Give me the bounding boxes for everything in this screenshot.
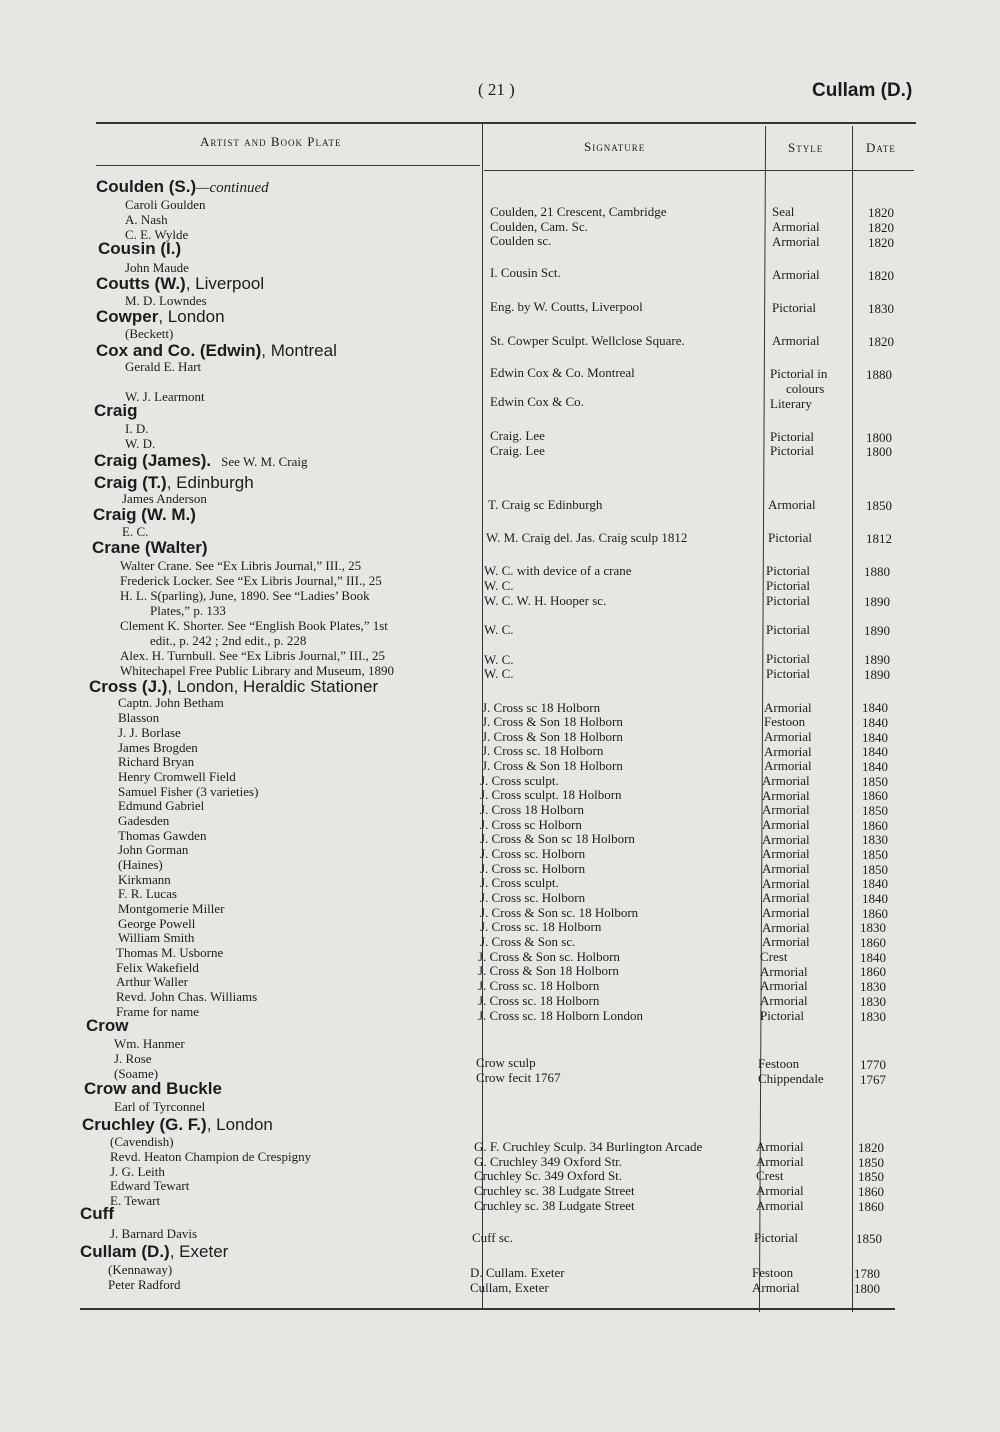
signature-cell: J. Cross sc Holborn [480,817,582,832]
artist-heading [94,402,137,420]
style-cell: Armorial [762,788,810,803]
signature-cell: Eng. by W. Coutts, Liverpool [490,299,643,314]
artist-name: Cuff [80,1204,114,1223]
signature-cell: J. Cross sc. Holborn [480,846,586,861]
table-bottom-rule [80,1308,895,1310]
date-cell: 1820 [868,334,894,349]
artist-heading [96,308,225,326]
date-cell: 1850 [858,1155,884,1170]
book-plate-owner: Thomas Gawden [118,828,207,843]
date-cell: 1767 [860,1072,886,1087]
book-plate-owner: (Cavendish) [110,1134,174,1149]
book-plate-owner: M. D. Lowndes [125,293,207,308]
signature-cell: J. Cross & Son sc. Holborn [478,949,620,964]
style-cell: Armorial [762,920,810,935]
style-cell: Pictorial [766,622,811,637]
style-cell: Pictorial [754,1230,799,1245]
style-cell: Armorial [764,700,812,715]
book-plate-owner: Samuel Fisher (3 varieties) [118,784,259,799]
book-plate-owner: John Gorman [118,842,189,857]
style-cell: Crest [756,1168,784,1183]
date-cell: 1812 [866,531,892,546]
date-cell: 1860 [860,935,886,950]
date-cell: 1850 [858,1169,884,1184]
table-top-rule [96,122,916,124]
signature-cell: J. Cross sc. 18 Holborn [478,978,600,993]
signature-cell: Craig. Lee [490,443,545,458]
artist-name: Cowper [96,307,159,326]
date-cell: 1890 [864,623,890,638]
book-plate-owner: William Smith [118,930,195,945]
signature-cell: Crow fecit 1767 [476,1070,561,1085]
book-plate-owner: Kirkmann [118,872,171,887]
style-cell: Pictorial [770,443,815,458]
signature-cell: J. Cross sculpt. 18 Holborn [480,787,622,802]
signature-cell: Coulden, 21 Crescent, Cambridge [490,204,667,219]
signature-cell: W. C. W. H. Hooper sc. [484,593,607,608]
artist-heading [96,178,269,197]
book-plate-owner: J. J. Borlase [118,725,181,740]
book-plate-owner: Gerald E. Hart [125,359,202,374]
book-plate-owner: (Beckett) [125,326,174,341]
style-cell: Armorial [760,964,808,979]
artist-name: Crow and Buckle [84,1079,222,1098]
artist-name: Cullam (D.) [80,1242,170,1261]
signature-cell: J. Cross sc. 18 Holborn London [478,1008,644,1023]
style-cell: Armorial [772,267,820,282]
style-cell: Festoon [764,714,806,729]
signature-cell: J. Cross sc 18 Holborn [482,700,601,715]
artist-suffix: , London, Heraldic Stationer [167,677,379,696]
book-plate-owner: Blasson [118,710,160,725]
artist-heading [98,240,181,258]
signature-cell: J. Cross & Son sc 18 Holborn [480,831,635,846]
book-plate-owner: Whitechapel Free Public Library and Museum, 1890 [120,663,395,678]
signature-cell: W. C. [484,666,514,681]
style-cell: Pictorial [768,530,813,545]
artist-suffix: , London [158,307,225,326]
style-cell: Armorial [762,817,810,832]
style-cell: Pictorial [766,593,811,608]
column-header-artist: Artist and Book Plate [200,134,342,149]
book-plate-owner: Alex. H. Turnbull. See “Ex Libris Journal,” III., 25 [120,648,386,663]
book-plate-owner: Thomas M. Usborne [116,945,224,960]
style-cell: Armorial [772,234,820,249]
signature-cell: Cullam, Exeter [470,1280,549,1295]
style-cell: Pictorial [770,429,815,444]
signature-cell: W. C. [484,578,514,593]
date-cell: 1780 [854,1266,880,1281]
artist-heading [82,1116,273,1134]
date-cell: 1770 [860,1057,886,1072]
artist-heading [94,452,307,471]
style-cell: Armorial [764,758,812,773]
style-cell: Armorial [752,1280,800,1295]
style-cell: Armorial [762,802,810,817]
date-cell: 1890 [864,652,890,667]
date-cell: 1840 [862,715,888,730]
book-plate-owner: Edmund Gabriel [118,798,205,813]
date-cell: 1820 [868,205,894,220]
artist-name: Crane (Walter) [92,538,208,557]
date-cell: 1800 [854,1281,880,1296]
date-cell: 1830 [868,301,894,316]
artist-heading [96,275,264,293]
signature-cell: J. Cross sculpt. [480,875,559,890]
date-cell: 1860 [862,818,888,833]
style-cell: Armorial [772,219,820,234]
artist-name: Crow [86,1016,129,1035]
signature-cell: W. C. with device of a crane [484,563,632,578]
signature-cell: J. Cross sc. 18 Holborn [480,919,602,934]
book-plate-owner: James Anderson [122,491,207,506]
style-cell: Armorial [756,1139,804,1154]
signature-cell: Edwin Cox & Co. [490,394,584,409]
book-plate-owner: W. J. Learmont [125,389,205,404]
book-plate-owner: Revd. John Chas. Williams [116,989,258,1004]
signature-cell: Crow sculp [476,1055,536,1070]
signature-cell: J. Cross & Son sc. 18 Holborn [480,905,639,920]
date-cell: 1850 [862,803,888,818]
style-cell: Festoon [758,1056,800,1071]
book-plate-owner: (Haines) [118,857,163,872]
style-cell: Armorial [756,1154,804,1169]
date-cell: 1840 [862,744,888,759]
artist-name: Cross (J.) [89,677,168,696]
artist-name: Coulden (S.) [96,177,197,196]
book-plate-owner: Richard Bryan [118,754,195,769]
column-header-date: Date [866,140,896,155]
artist-suffix: —continued [196,180,269,196]
date-cell: 1850 [866,498,892,513]
date-cell: 1860 [858,1184,884,1199]
book-plate-owner: Felix Wakefield [116,960,199,975]
book-plate-owner: Peter Radford [108,1277,181,1292]
date-cell: 1850 [862,847,888,862]
artist-suffix: , Montreal [261,341,337,360]
book-plate-owner: (Kennaway) [108,1262,173,1277]
book-plate-owner: Plates,” p. 133 [150,603,226,618]
book-plate-owner: J. Barnard Davis [110,1226,198,1241]
book-plate-owner: George Powell [118,916,196,931]
date-cell: 1840 [862,730,888,745]
date-cell: 1830 [862,832,888,847]
artist-heading [80,1243,228,1261]
style-cell: Pictorial [766,578,811,593]
date-cell: 1860 [862,788,888,803]
style-cell: Literary [770,396,812,411]
date-cell: 1800 [866,444,892,459]
book-plate-owner: Frame for name [116,1004,200,1019]
style-cell: Armorial [760,978,808,993]
date-cell: 1850 [862,774,888,789]
date-cell: 1860 [858,1199,884,1214]
signature-cell: W. C. [484,622,514,637]
style-cell: Armorial [762,846,810,861]
book-plate-owner: J. G. Leith [110,1164,165,1179]
signature-cell: G. F. Cruchley Sculp. 34 Burlington Arcade [474,1139,703,1154]
artist-name: Cousin (I.) [98,239,182,258]
artist-header-rule [96,165,480,166]
signature-cell: J. Cross & Son 18 Holborn [482,729,623,744]
artist-suffix: , Liverpool [185,274,265,293]
style-cell: Armorial [762,861,810,876]
date-cell: 1830 [860,920,886,935]
date-cell: 1840 [860,950,886,965]
artist-heading [86,1017,129,1035]
style-cell: Armorial [768,497,816,512]
column-header-signature: Signature [584,139,646,154]
artist-name: Cruchley (G. F.) [82,1115,207,1134]
style-cell: Armorial [756,1183,804,1198]
artist-heading [84,1080,222,1098]
signature-cell: J. Cross & Son 18 Holborn [478,963,619,978]
book-plate-owner: Captn. John Betham [118,695,224,710]
style-cell: Armorial [762,934,810,949]
signature-cell: J. Cross sculpt. [480,773,559,788]
date-cell: 1820 [868,268,894,283]
artist-heading [94,474,254,492]
running-title: Cullam (D.) [812,80,913,101]
signature-cell: I. Cousin Sct. [490,265,561,280]
artist-suffix: , Exeter [169,1242,229,1261]
book-plate-owner: (Soame) [114,1066,159,1081]
style-cell: Pictorial [760,1008,805,1023]
style-cell: Pictorial [766,666,811,681]
column-header-style: Style [788,140,824,155]
style-cell: colours [786,381,825,396]
signature-cell: J. Cross sc. 18 Holborn [478,993,600,1008]
book-plate-owner: Wm. Hanmer [114,1036,185,1051]
artist-heading [96,342,337,360]
date-cell: 1860 [862,906,888,921]
book-plate-owner: Revd. Heaton Champion de Crespigny [110,1149,312,1164]
date-cell: 1830 [860,979,886,994]
style-cell: Festoon [752,1265,794,1280]
style-cell: Pictorial [772,300,817,315]
style-cell: Chippendale [758,1071,824,1086]
signature-cell: Coulden sc. [490,233,552,248]
book-plate-owner: Arthur Waller [116,974,188,989]
signature-cell: Cruchley Sc. 349 Oxford St. [474,1168,623,1183]
book-plate-owner: F. R. Lucas [118,886,177,901]
artist-name: Craig (T.) [94,473,167,492]
signature-cell: G. Cruchley 349 Oxford Str. [474,1154,623,1169]
book-plate-owner: Walter Crane. See “Ex Libris Journal,” III., 25 [120,558,362,573]
book-plate-owner: Caroli Goulden [125,197,206,212]
date-cell: 1830 [860,1009,886,1024]
date-cell: 1850 [862,862,888,877]
signature-cell: W. C. [484,652,514,667]
signature-cell: J. Cross sc. 18 Holborn [482,743,604,758]
style-cell: Crest [760,949,788,964]
book-plate-owner: E. Tewart [110,1193,161,1208]
artist-name: Cox and Co. (Edwin) [96,341,262,360]
artist-name: Craig (W. M.) [93,505,196,524]
date-cell: 1830 [860,994,886,1009]
book-plate-owner: Gadesden [118,813,170,828]
date-cell: 1800 [866,430,892,445]
style-cell: Armorial [764,744,812,759]
page-number: ( 21 ) [478,80,515,99]
signature-cell: J. Cross & Son 18 Holborn [482,714,623,729]
book-plate-owner: Frederick Locker. See “Ex Libris Journal,” III., 25 [120,573,382,588]
signature-cell: Edwin Cox & Co. Montreal [490,365,635,380]
artist-name: Coutts (W.) [96,274,186,293]
book-plate-owner: Earl of Tyrconnel [114,1099,206,1114]
book-plate-owner: Henry Cromwell Field [118,769,236,784]
date-cell: 1840 [862,700,888,715]
artist-suffix: , Edinburgh [166,473,254,492]
style-cell: Armorial [762,905,810,920]
book-plate-owner: John Maude [125,260,189,275]
date-cell: 1820 [868,220,894,235]
signature-cell: Cruchley sc. 38 Ludgate Street [474,1198,635,1213]
date-cell: 1840 [862,759,888,774]
signature-cell: J. Cross & Son sc. [480,934,576,949]
style-cell: Armorial [760,993,808,1008]
signature-cell: Cruchley sc. 38 Ludgate Street [474,1183,635,1198]
date-cell: 1880 [864,564,890,579]
artist-heading [89,678,378,696]
date-cell: 1840 [862,891,888,906]
date-cell: 1850 [856,1231,882,1246]
book-plate-owner: A. Nash [125,212,168,227]
date-cell: 1820 [858,1140,884,1155]
artist-name: Craig (James). [94,451,212,470]
book-plate-owner: James Brogden [118,740,198,755]
date-cell: 1880 [866,367,892,382]
artist-suffix: , London [206,1115,273,1134]
book-plate-owner: E. C. [122,524,149,539]
signature-cell: J. Cross 18 Holborn [480,802,585,817]
right-header-rule [484,170,914,171]
signature-cell: J. Cross sc. Holborn [480,861,586,876]
book-plate-owner: W. D. [125,436,156,451]
style-cell: Armorial [772,333,820,348]
style-cell: Armorial [764,729,812,744]
date-cell: 1890 [864,667,890,682]
date-cell: 1840 [862,876,888,891]
book-plate-owner: Montgomerie Miller [118,901,225,916]
style-cell: Seal [772,204,795,219]
signature-cell: D. Cullam. Exeter [470,1265,565,1280]
signature-cell: St. Cowper Sculpt. Wellclose Square. [490,333,685,348]
book-plate-owner: H. L. S(parling), June, 1890. See “Ladies’ Book [120,588,370,603]
column-divider-3 [852,126,853,1312]
signature-cell: Craig. Lee [490,428,545,443]
book-plate-owner: edit., p. 242 ; 2nd edit., p. 228 [150,633,307,648]
style-cell: Armorial [756,1198,804,1213]
book-plate-owner: Clement K. Shorter. See “English Book Plates,” 1st [120,618,388,633]
book-plate-owner: J. Rose [114,1051,152,1066]
signature-cell: T. Craig sc Edinburgh [488,497,603,512]
signature-cell: Cuff sc. [472,1230,513,1245]
book-plate-owner: Edward Tewart [110,1178,190,1193]
artist-heading [93,506,196,524]
signature-cell: J. Cross sc. Holborn [480,890,586,905]
artist-cross-reference: See W. M. Craig [221,454,308,469]
style-cell: Armorial [762,876,810,891]
style-cell: Pictorial in [770,366,828,381]
style-cell: Armorial [762,890,810,905]
style-cell: Pictorial [766,563,811,578]
style-cell: Armorial [762,832,810,847]
date-cell: 1860 [860,964,886,979]
artist-name: Craig [94,401,138,420]
signature-cell: J. Cross & Son 18 Holborn [482,758,623,773]
date-cell: 1890 [864,594,890,609]
artist-heading [92,539,208,557]
signature-cell: Coulden, Cam. Sc. [490,219,588,234]
signature-cell: W. M. Craig del. Jas. Craig sculp 1812 [486,530,688,545]
style-cell: Pictorial [766,651,811,666]
date-cell: 1820 [868,235,894,250]
artist-heading [80,1205,114,1223]
book-plate-owner: C. E. Wylde [125,227,189,242]
book-plate-owner: I. D. [125,421,149,436]
style-cell: Armorial [762,773,810,788]
